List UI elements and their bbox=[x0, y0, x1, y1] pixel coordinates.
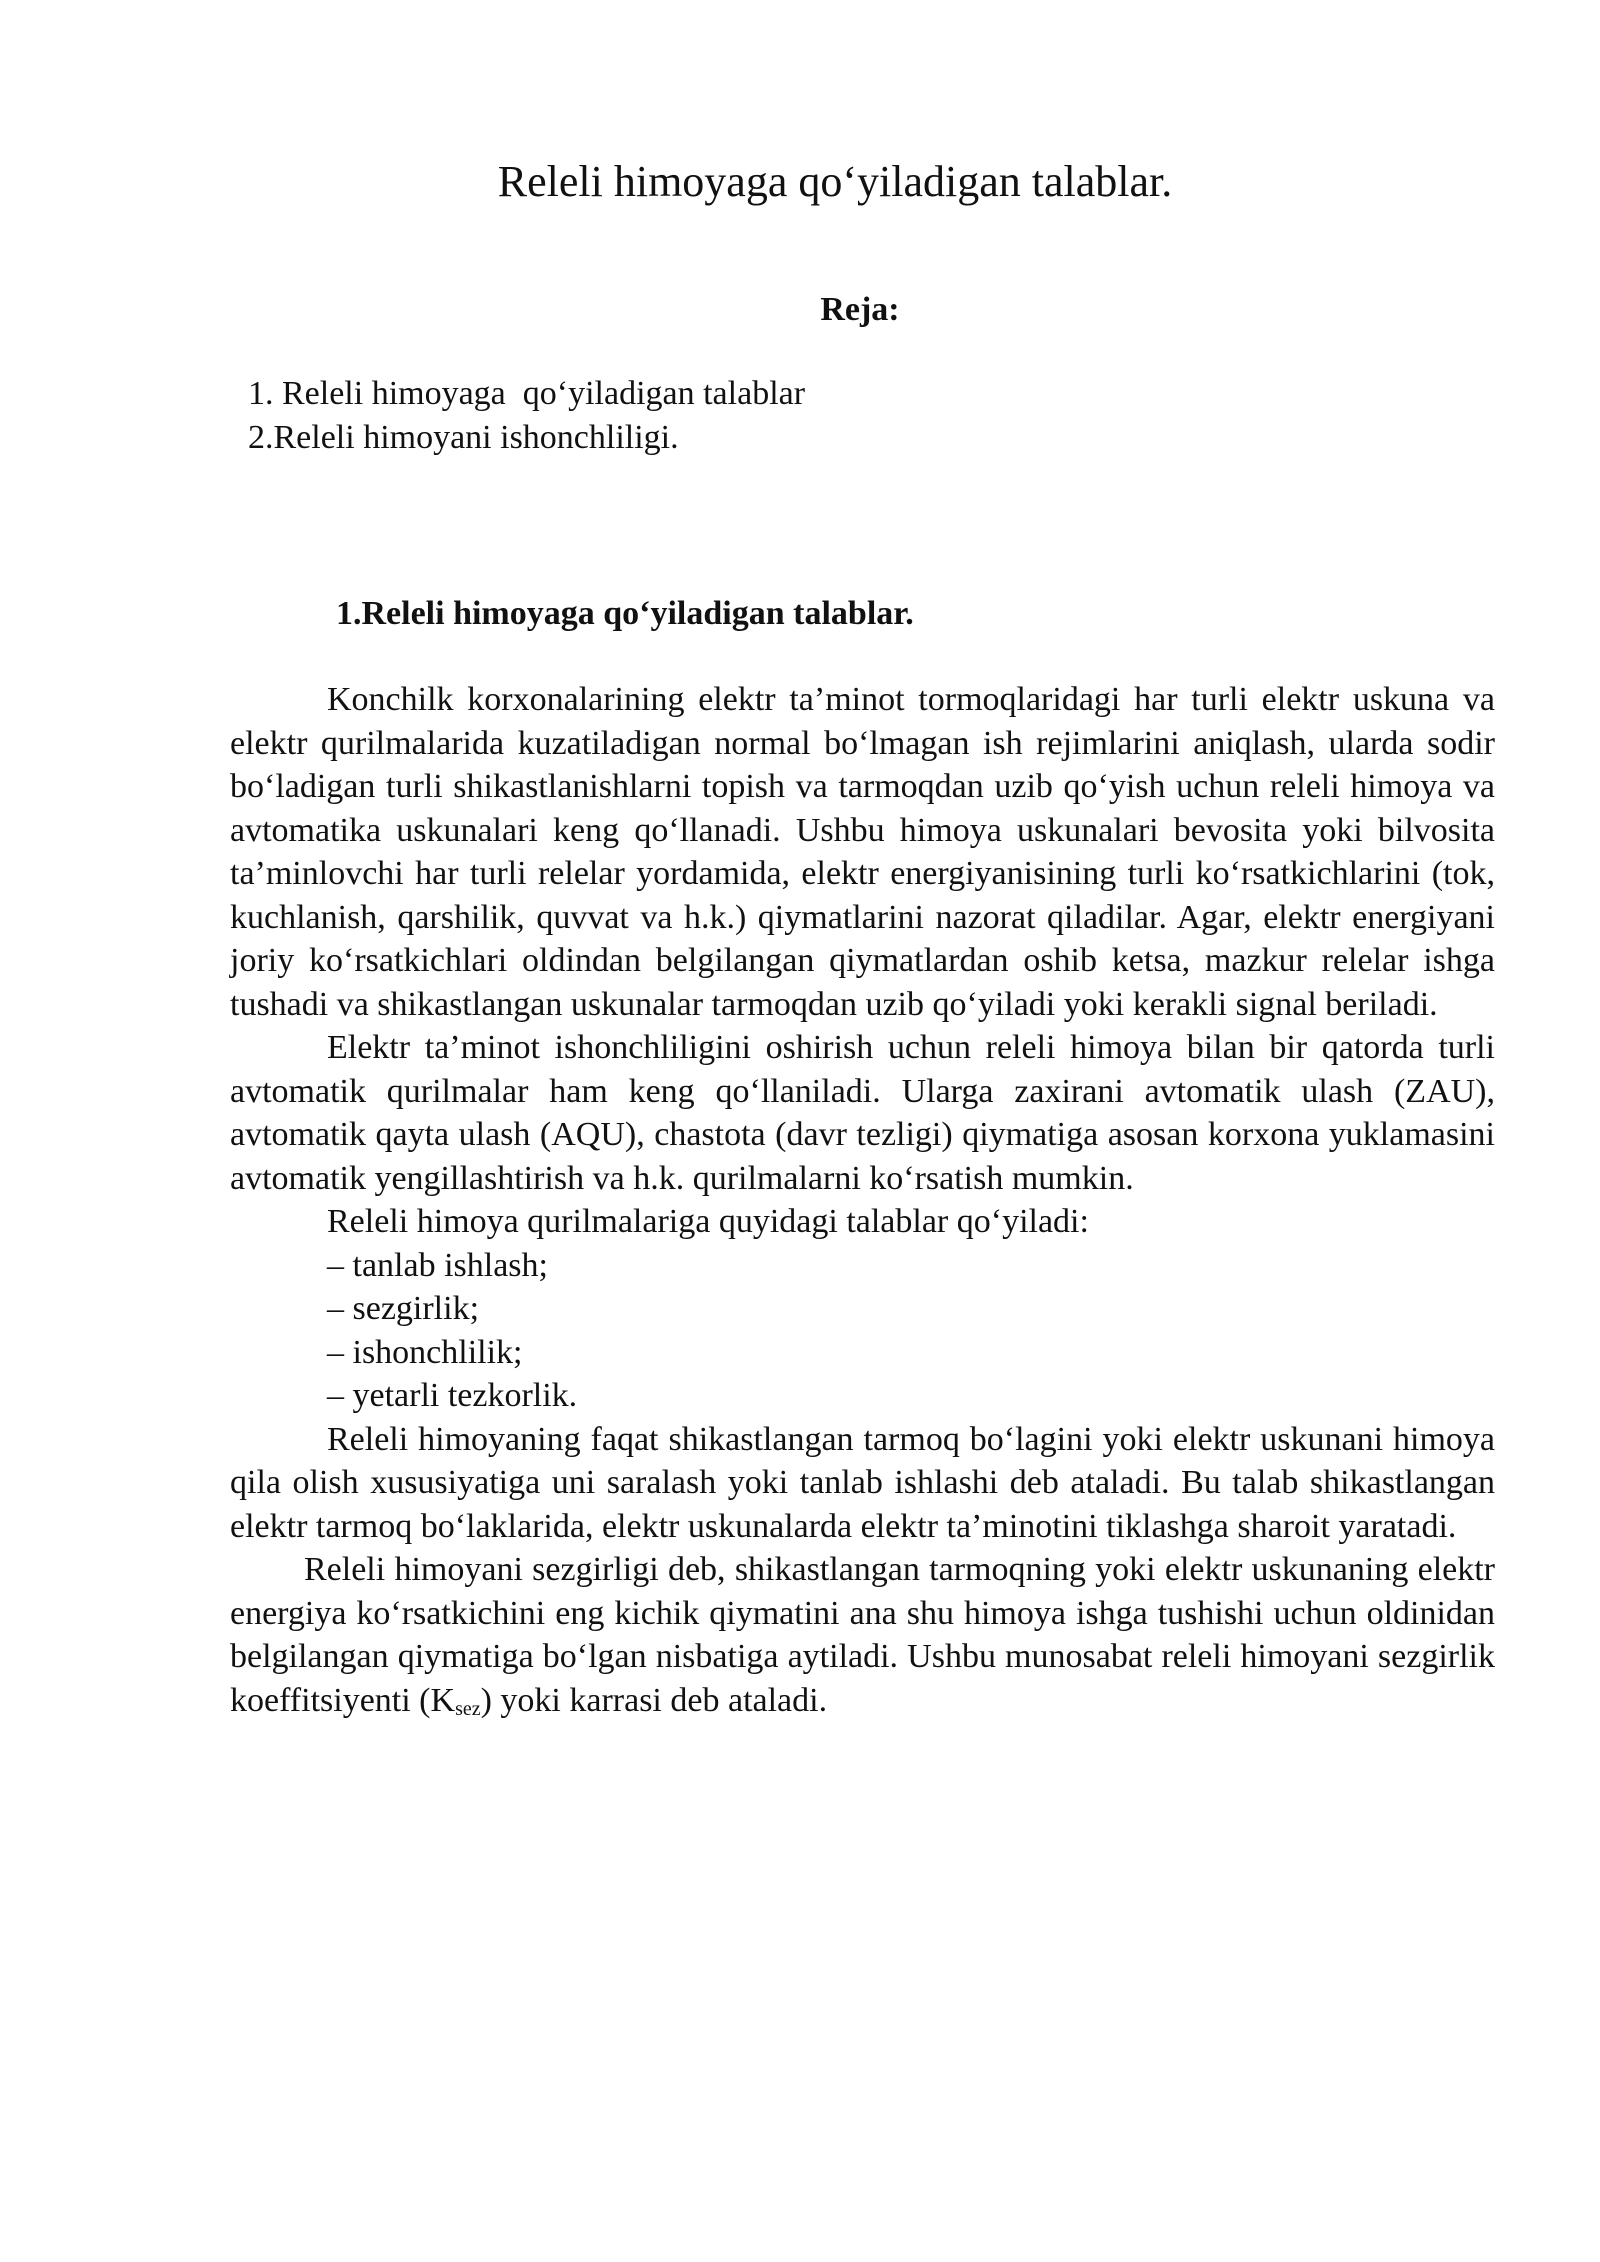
paragraph-intro: Konchilk korxonalarining elektr ta’minot tormoqlaridagi har turli elektr uskuna va elektr qurilmalarida kuzatiladigan normal bo‘lmagan ish rejimlarini aniqlash, ularda sodir bo‘ladigan turli shikastlanishlarni topish va tarmoqdan uzib qo‘yish uchun releli himoya va avtomatika uskunalari keng qo‘llanadi. Ushbu himoya uskunalari bevosita yoki bilvosita ta’minlovchi har turli relelar yordamida, elektr energiyanisining turli ko‘rsatkichlarini (tok, kuchlanish, qarshilik, quvvat va h.k.) qiymatlarini nazorat qiladilar. Agar, elektr energiyani joriy ko‘rsatkichlari oldindan belgilangan qiymatlardan oshib ketsa, mazkur relelar ishga tushadi va shikastlangan uskunalar tarmoqdan uzib qo‘yiladi yoki kerakli signal beriladi. bbox=[230, 681, 1495, 1023]
sensitivity-text-end: ) yoki karrasi deb ataladi. bbox=[480, 1681, 828, 1719]
plan-item: 2.Releli himoyani ishonchliligi. bbox=[248, 419, 679, 456]
requirement-item: – sezgirlik; bbox=[327, 1290, 480, 1327]
paragraph-selectivity: Releli himoyaning faqat shikastlangan tarmoq bo‘lagini yoki elektr uskunani himoya qila olish xususiyatiga uni saralash yoki tanlab ishlashi deb ataladi. Bu talab shikastlangan elektr tarmoq bo‘laklarida, elektr uskunalarda elektr ta’minotini tiklashga sharoit yaratadi. bbox=[230, 1420, 1495, 1545]
document-body bbox=[230, 678, 1495, 1722]
sensitivity-text-start: Releli himoyani sezgirligi deb, shikastlangan tarmoqning yoki elektr uskunaning elektr energiya ko‘rsatkichini eng kichik qiymatini ana shu himoya ishga tushishi uchun oldinidan belgilangan qiymatiga bo‘lgan nisbatiga aytiladi. Ushbu munosabat releli himoyani sezgirlik koeffitsiyenti (K bbox=[230, 1551, 1495, 1719]
page-title: Releli himoyaga qo‘yiladigan talablar. bbox=[497, 157, 1173, 206]
requirement-item: – yetarli tezkorlik. bbox=[327, 1377, 578, 1414]
section-heading: 1.Releli himoyaga qo‘yiladigan talablar. bbox=[336, 595, 914, 632]
plan-label: Reja: bbox=[820, 291, 900, 328]
plan-list bbox=[248, 372, 805, 460]
paragraph-requirements-intro: Releli himoya qurilmalariga quyidagi talablar qo‘yiladi: bbox=[327, 1203, 1089, 1240]
paragraph-sensitivity bbox=[230, 1548, 1495, 1722]
requirement-item: – tanlab ishlash; bbox=[327, 1246, 548, 1284]
plan-item: 1. Releli himoyaga qo‘yiladigan talablar bbox=[248, 375, 806, 412]
sensitivity-subscript: sez bbox=[455, 1697, 481, 1720]
paragraph-automatics: Elektr ta’minot ishonchliligini oshirish uchun releli himoya bilan bir qatorda turli avtomatik qurilmalar ham keng qo‘llaniladi. Ularga zaxirani avtomatik ulash (ZAU), avtomatik qayta ulash (AQU), chastota (davr tezligi) qiymatiga asosan korxona yuklamasini avtomatik yengillashtirish va h.k. qurilmalarni ko‘rsatish mumkin. bbox=[230, 1029, 1495, 1197]
requirement-item: – ishonchlilik; bbox=[327, 1333, 523, 1371]
